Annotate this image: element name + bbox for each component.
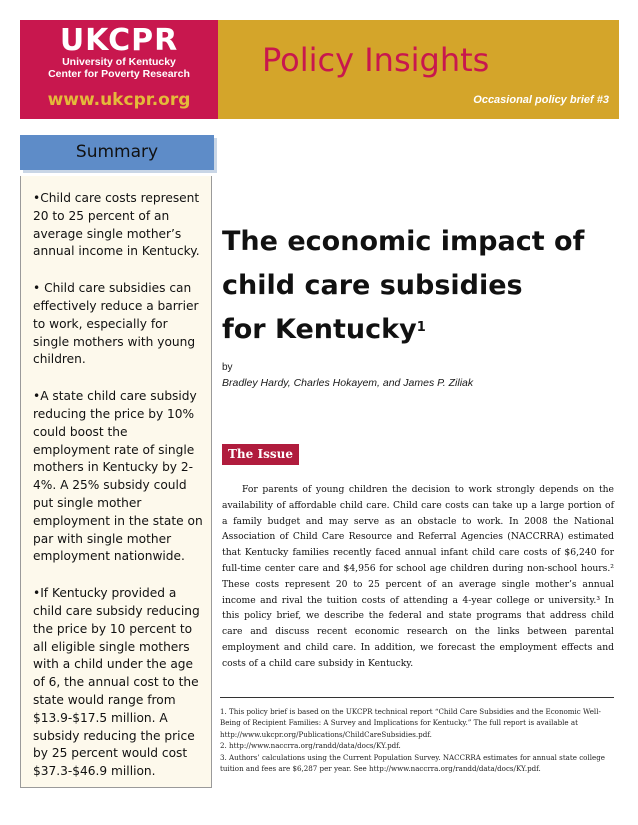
- summary-title: Summary: [75, 142, 159, 162]
- footnote-2: 2. http://www.naccrra.org/randd/data/docs/KY.pdf.: [220, 741, 401, 751]
- article-title-line: The economic impact of: [222, 226, 585, 257]
- website-link[interactable]: www.ukcpr.org: [47, 90, 191, 110]
- article-title-text: for Kentucky: [222, 314, 417, 345]
- publication-title: Policy Insights: [262, 41, 490, 79]
- header-banner: [218, 20, 619, 119]
- by-label: by: [222, 362, 233, 373]
- footnote-divider: [220, 697, 614, 698]
- logo-university: University of Kentucky: [62, 56, 176, 68]
- article-body: For parents of young children the decision to work strongly depends on the availability of affordable child care. Child care costs can take up a large portion of a family budget and may serve as an obstacle to work. In 2008 the National Association of Child Care Resource and Referral Agencies (NACCRRA) estimated that Kentucky families recently faced annual infant child care costs of $6,240 for full-time center care and $4,956 for school age children during non-school hours.² These costs represent 20 to 25 percent of an average single mother’s annual income and rival the tuition costs of attending a 4-year college or university.³ In this policy brief, we describe the federal and state programs that address child care and discuss recent economic research on the links between parental employment and child care. In addition, we forecast the employment effects and costs of a child care subsidy in Kentucky.: [222, 484, 614, 669]
- article-title: [222, 220, 622, 352]
- summary-box: [20, 176, 212, 788]
- footnote-1: 1. This policy brief is based on the UKCPR technical report “Child Care Subsidies and the Economic Well-Being of Recipient Families: A Survey and Implications for Kentucky.” The full report is available at http://www.ukcpr.org/Publications/ChildCareSubsidies.pdf.: [220, 707, 601, 739]
- article-title-line-last: [222, 308, 622, 352]
- footnotes: [220, 706, 614, 774]
- logo-center: Center for Poverty Research: [48, 68, 190, 80]
- footnote-3: 3. Authors’ calculations using the Current Population Survey. NACCRRA estimates for annual state college tuition and fees are $6,287 per year. See http://www.naccrra.org/randd/data/docs/KY.pdf.: [220, 752, 605, 774]
- section-label-the-issue: The Issue: [222, 444, 299, 465]
- summary-header: [20, 135, 214, 170]
- summary-item: •If Kentucky provided a child care subsidy reducing the price by 10 percent to all eligible single mothers with a child under the age of 6, the annual cost to the state would range from $13.9-$17.5 million. A subsidy reducing the price by 25 percent would cost $37.3-$46.9 million.: [33, 586, 200, 779]
- summary-item: • Child care subsidies can effectively reduce a barrier to work, especially for single mothers with young children.: [33, 281, 199, 367]
- summary-item: •A state child care subsidy reducing the price by 10% could boost the employment rate of single mothers in Kentucky by 2-4%. A 25% subsidy could put single mother employment in the state on par with single mother employment nationwide.: [33, 389, 203, 564]
- summary-item: •Child care costs represent 20 to 25 percent of an average single mother’s annual income in Kentucky.: [33, 191, 200, 259]
- logo-acronym: UKCPR: [59, 23, 179, 58]
- publication-subtitle: Occasional policy brief #3: [473, 94, 609, 106]
- article-title-line: child care subsidies: [222, 270, 523, 301]
- title-footnote-marker: 1: [416, 320, 426, 335]
- authors: Bradley Hardy, Charles Hokayem, and James P. Ziliak: [222, 377, 474, 389]
- ukcpr-logo: [20, 20, 218, 119]
